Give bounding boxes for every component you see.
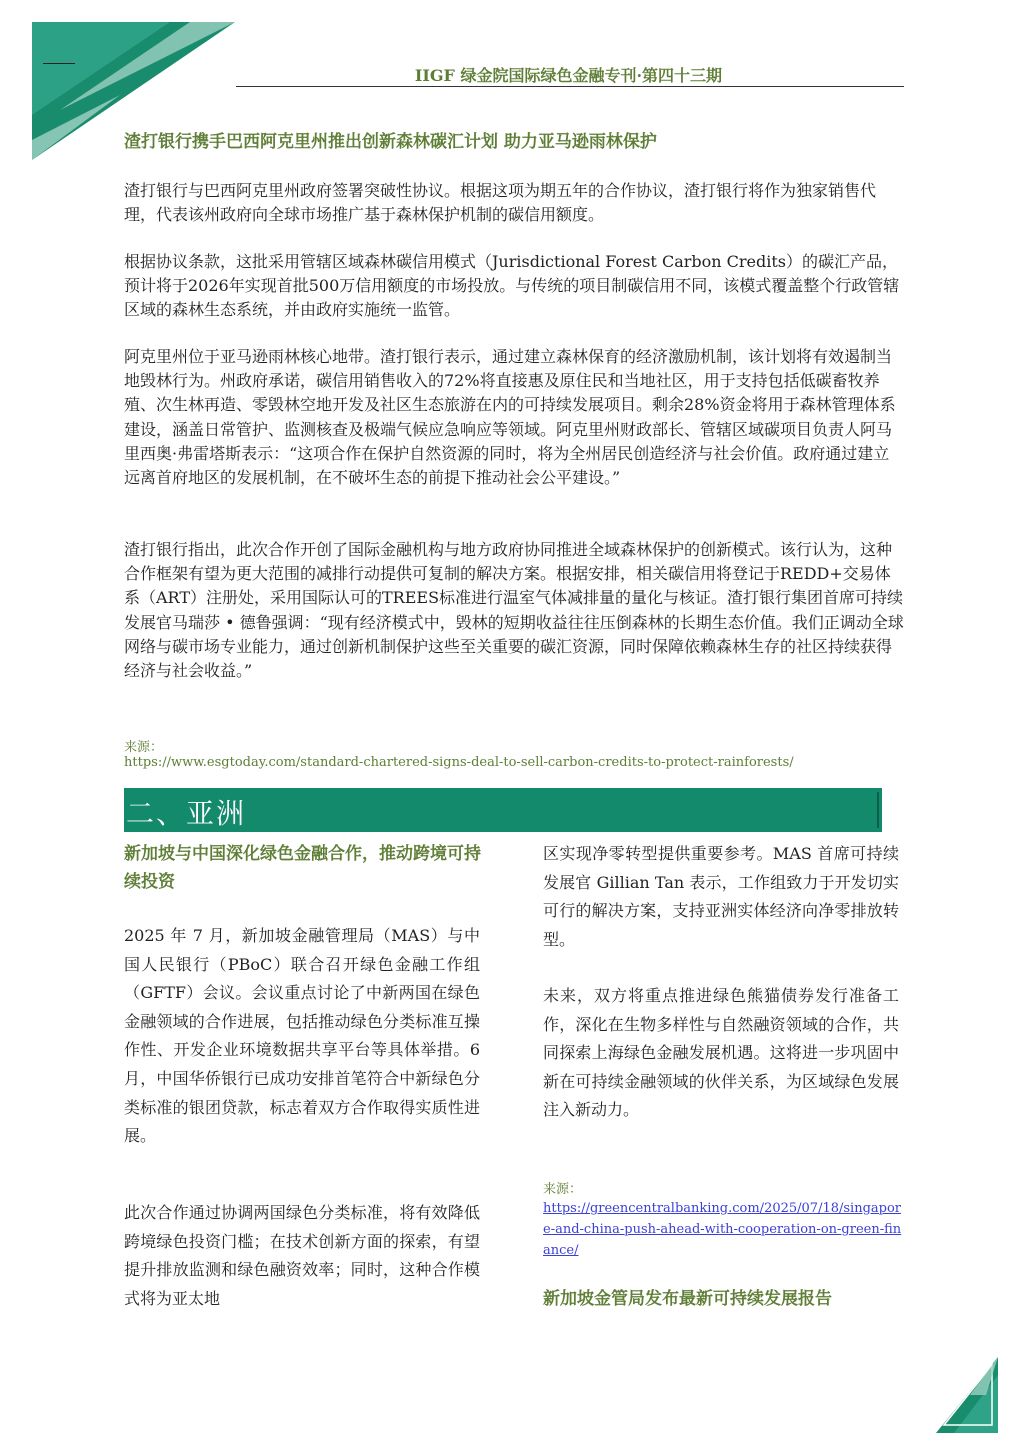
section-title: 二、亚洲	[126, 797, 247, 830]
journal-header-title: IIGF 绿金院国际绿色金融专刊·第四十三期	[414, 66, 723, 85]
article-title: 渣打银行携手巴西阿克里州推出创新森林碳汇计划 助力亚马逊雨林保护	[124, 132, 657, 152]
article-paragraph: 根据协议条款，这批采用管辖区域森林碳信用模式（Jurisdictional Forest Carbon Credits）的碳汇产品，预计将于2026年实现首批500万信用额度的市场投放。与传统的项目制碳信用不同，该模式覆盖整个行政管辖区域的森林生态系统，并由政府实施统一监管。	[124, 252, 900, 320]
article-paragraph: 此次合作通过协调两国绿色分类标准，将有效降低跨境绿色投资门槛；在技术创新方面的探索，有望提升排放监测和绿色融资效率；同时，这种合作模式将为亚太地	[124, 1203, 480, 1308]
header-dash	[43, 63, 75, 64]
section-bar-edge	[877, 792, 879, 828]
article-title: 新加坡与中国深化绿色金融合作，推动跨境可持续投资	[124, 844, 481, 892]
article-paragraph: 渣打银行指出，此次合作开创了国际金融机构与地方政府协同推进全域森林保护的创新模式。该行认为，这种合作框架有望为更大范围的减排行动提供可复制的解决方案。根据安排，相关碳信用将登记于REDD+交易体系（ART）注册处，采用国际认可的TREES标准进行温室气体减排量的量化与核证。渣打银行集团首席可持续发展官马瑞莎 • 德鲁强调：“现有经济模式中，毁林的短期收益往往压倒森林的长期生态价值。我们正调动全球网络与碳市场专业能力，通过创新机制保护这些至关重要的碳汇资源，同时保障依赖森林生存的社区持续获得经济与社会收益。”	[124, 540, 904, 681]
corner-decoration-bottom-right	[930, 1355, 1000, 1435]
article-title: 新加坡金管局发布最新可持续发展报告	[543, 1289, 832, 1309]
source-label: 来源：	[543, 1182, 583, 1197]
article-paragraph: 未来，双方将重点推进绿色熊猫债券发行准备工作，深化在生物多样性与自然融资领域的合作，共同探索上海绿色金融发展机遇。这将进一步巩固中新在可持续金融领域的伙伴关系，为区域绿色发展注入新动力。	[543, 986, 899, 1120]
article-paragraph: 区实现净零转型提供重要参考。MAS 首席可持续发展官 Gillian Tan 表示，工作组致力于开发切实可行的解决方案，支持亚洲实体经济向净零排放转型。	[543, 844, 899, 949]
header-rule	[236, 86, 904, 87]
source-label: 来源：	[124, 740, 164, 755]
article-paragraph: 阿克里州位于亚马逊雨林核心地带。渣打银行表示，通过建立森林保育的经济激励机制，该计划将有效遏制当地毁林行为。州政府承诺，碳信用销售收入的72%将直接惠及原住民和当地社区，用于支持包括低碳畜牧养殖、次生林再造、零毁林空地开发及社区生态旅游在内的可持续发展项目。剩余28%资金将用于森林管理体系建设，涵盖日常管护、监测核查及极端气候应急响应等领域。阿克里州财政部长、管辖区域碳项目负责人阿马里西奥·弗雷塔斯表示：“这项合作在保护自然资源的同时，将为全州居民创造经济与社会价值。政府通过建立远离首府地区的发展机制，在不破坏生态的前提下推动社会公平建设。”	[124, 347, 896, 488]
article-paragraph: 2025 年 7 月，新加坡金融管理局（MAS）与中国人民银行（PBoC）联合召开绿色金融工作组（GFTF）会议。会议重点讨论了中新两国在绿色金融领域的合作进展，包括推动绿色分类标准互操作性、开发企业环境数据共享平台等具体举措。6 月，中国华侨银行已成功安排首笔符合中新绿色分类标准的银团贷款，标志着双方合作取得实质性进展。	[124, 926, 480, 1146]
article-paragraph: 渣打银行与巴西阿克里州政府签署突破性协议。根据这项为期五年的合作协议，渣打银行将作为独家销售代理，代表该州政府向全球市场推广基于森林保护机制的碳信用额度。	[124, 181, 877, 225]
source-url[interactable]: https://www.esgtoday.com/standard-chartered-signs-deal-to-sell-carbon-credits-to-protect-rainforests/	[124, 755, 794, 770]
source-link[interactable]: https://greencentralbanking.com/2025/07/18/singapore-and-china-push-ahead-with-cooperation-on-green-finance/	[543, 1201, 902, 1258]
